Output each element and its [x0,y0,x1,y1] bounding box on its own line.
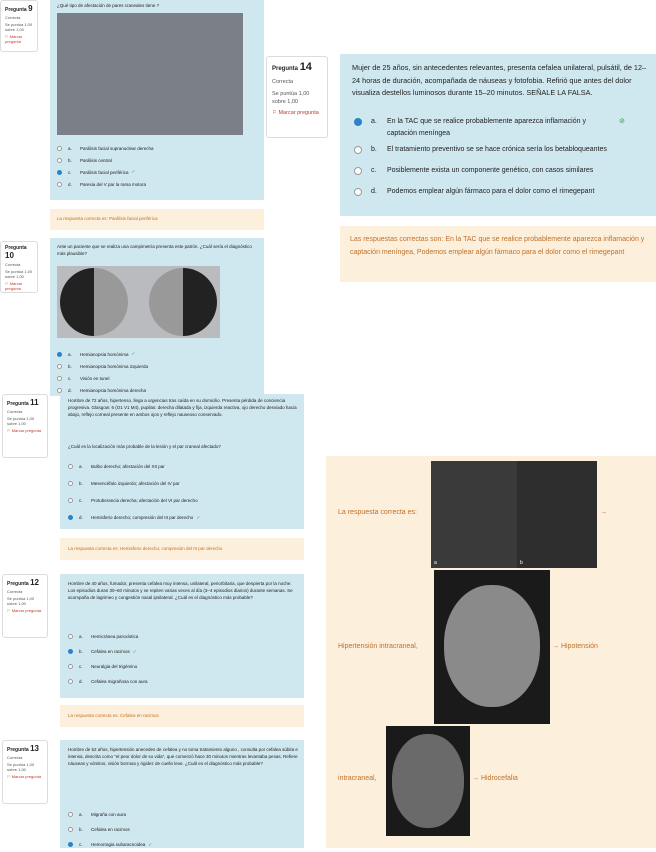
flag-icon: ⚐ [7,608,11,613]
flag-icon: ⚐ [7,774,11,779]
q12-question [60,574,304,698]
q9-info [0,0,38,52]
q12-option-a[interactable]: a. Hemicránea paroxística [68,629,148,644]
flag-icon: ⚐ [5,281,9,286]
q14-option-a[interactable]: a. En la TAC que se realice probablemente aparezca inflamación y captación meníngea ⊘ [354,116,650,140]
q10-question [50,238,264,396]
q10-text: Ante un paciente que se realiza una campimetría presenta este patrón. ¿Cuál sería el diagnóstico más plausible? [57,244,252,256]
flag-icon: ⚐ [5,34,9,39]
q14-option-b[interactable]: b. El tratamiento preventivo se se hace crónica sería los betabloqueantes [354,144,650,156]
q9-label: Pregunta [5,7,27,13]
q10-visual-field [57,266,220,338]
q9-option-a[interactable]: a. Parálisis facial supranuclear derecha [57,142,154,154]
q13-options [68,807,152,852]
answer-arrow-2: → Hipotensión [552,643,598,650]
q13-option-b[interactable]: b. Cefalea en racimos [68,822,152,837]
q13-question [60,740,304,848]
q14-info: Pregunta 14 Correcta Se puntúa 1,00 sobre 1,00 ⚐ Marcar pregunta [266,56,328,138]
q12-flag[interactable]: ⚐ Marcar pregunta [7,608,42,613]
q10-info: Pregunta 10 Correcta Se puntúa 1,00 sobre 1,00 ⚐ Marcar pregunta [0,241,38,293]
q12-option-b[interactable]: b. Cefalea en racimos ✓ [68,644,148,659]
q9-question [50,0,264,200]
answer-label-2: Hipertensión intracraneal, [338,643,418,650]
q13-text: Hombre de 52 años, hipertensión anecedes de cefalea y no toma tratamiento alguno , consulta por cefalea súbita e intensa, descrita como "el peor dolor de su vida", que comenzó hace 30 minutos mientras levantaba pesas. Refiere náuseas y vómitos, visión borrosa y rigidez de cuello leve. ¿Cuál es el diagnóstico más probable? [68,747,298,766]
q13-flag[interactable]: ⚐ Marcar pregunta [7,774,42,779]
q12-option-d[interactable]: d. Cefalea migrañosa con aura [68,674,148,689]
q12-feedback: La respuesta correcta es: Cefalea en racimos [60,705,304,727]
q14-question [340,54,656,216]
q10-option-d[interactable]: d. Hemianopsia homónima derecha [57,384,148,396]
q9-photo [57,13,243,135]
q13-info: Pregunta 13 Correcta Se puntúa 1,00 sobre 1,00 ⚐ Marcar pregunta [2,740,48,804]
q9-option-d[interactable]: d. Paresia del V par la rama motora [57,178,154,190]
q14-feedback: Las respuestas correctas son: En la TAC que se realice probablemente aparezca inflamación y captación meníngea, Podemos emplear algún fármaco para el dolor como el rimegepant [340,226,656,282]
q9-number: 9 [28,4,33,13]
q11-option-b[interactable]: b. Mesencéfalo izquierdo; afectación del IV par [68,475,200,492]
q9-status: Correcta [5,15,21,20]
q9-option-b[interactable]: b. Parálisis central [57,154,154,166]
q11-feedback: La respuesta correcta es: Hemisferio derecho; compresión del III par derecho [60,538,304,560]
check-icon: ✓ [196,514,201,520]
answer-arrow-1: → [600,509,607,516]
q11-text: Hombre de 72 años, hipertenso, llega a urgencias tras caída en su domicilio. Presenta pérdida de conciencia progresiva. Glasgow: 6 (O1 V1 M4), pupilas: derecha dilatada y fija, izquierda reactiva, ojo derecho desviado hacia abajo, reflejo corneal presente en ambos ojos y reflejo nauseoso conservado. [68,398,297,417]
q12-option-c[interactable]: c. Neuralgia del trigémino [68,659,148,674]
q9-option-c[interactable]: c. Parálisis facial periférica ✓ [57,166,154,178]
q11-option-a[interactable]: a. Bulbo derecho; afectación del XII par [68,458,200,475]
flag-icon: ⚐ [7,428,11,433]
check-icon: ✓ [131,351,136,356]
q13-option-a[interactable]: a. Migraña con aura [68,807,152,822]
mri-scan [434,570,550,724]
q11-option-c[interactable]: c. Protuberancia derecha; afectación del VI par derecho [68,492,200,509]
q11-info: Pregunta 11 Correcta Se puntúa 1,00 sobre 1,00 ⚐ Marcar pregunta [2,394,48,458]
q11-question-line: ¿Cuál es la localización más probable de la lesión y el par craneal afectado? [68,444,221,449]
right-eye-field [149,268,217,336]
ct-scan-b: b [517,461,597,568]
q11-options [68,458,200,526]
answer-label-1: La respuesta correcta es: [338,509,417,516]
q9-text: ¿Qué tipo de afectación de pares craneales tiene ? [57,3,160,8]
q12-info: Pregunta 12 Correcta Se puntúa 1,00 sobre 1,00 ⚐ Marcar pregunta [2,574,48,638]
q12-text: Hombre de 40 años, fumador, presenta cefalea muy intensa, unilateral, periorbitaria, que despierta por la noche. Los episodios duran 30–60 minutos y se repiten varias veces al día (3–4 episodios diarios) durante semanas. Se acompaña de lagrimeo y congestión nasal ipsilateral. ¿Cuál es el diagnóstico más probable? [68,581,293,600]
answer-arrow-3: → Hidrocefalia [472,775,518,782]
answer-label-3: intracraneal, [338,775,377,782]
check-circle-icon: ⊘ [619,118,625,125]
q10-option-a[interactable]: a. Hemianopsia homónima ✓ [57,348,148,360]
q14-options [354,116,650,198]
q9-options [57,142,154,190]
q10-options [57,348,148,396]
q9-feedback: La respuesta correcta es: Parálisis facial periférica [50,209,264,230]
q11-question [60,394,304,529]
q11-flag[interactable]: ⚐ Marcar pregunta [7,428,42,433]
q9-score: Se puntúa 1,00 sobre 1,00 [5,22,33,32]
q14-option-c[interactable]: c. Posiblemente exista un componente genético, con casos similares [354,165,650,177]
q12-options [68,629,148,689]
q11-option-d[interactable]: d. Hemisferio derecho; compresión del III par derecho ✓ [68,509,200,526]
q14-option-d[interactable]: d. Podemos emplear algún fármaco para el dolor como el rimegepant [354,186,650,198]
ct-scan-c [386,726,470,836]
q10-option-c[interactable]: c. Visión en tunel [57,372,148,384]
check-icon: ✓ [131,169,136,174]
flag-icon: ⚐ [272,110,277,116]
q13-option-c[interactable]: c. Hemorragia subaracnoidea ✓ [68,837,152,852]
q10-option-b[interactable]: b. Hemianopsia homónima izquierda [57,360,148,372]
q10-flag[interactable]: ⚐ Marcar pregunta [5,281,23,291]
q14-flag[interactable]: ⚐ Marcar pregunta [272,110,319,116]
answer-panel [326,456,656,848]
ct-scan-a: a [431,461,517,568]
q14-text: Mujer de 25 años, sin antecedentes relevantes, presenta cefalea unilateral, pulsátil, de 12–24 horas de duración, acompañada de náuseas y fotofobia. Refirió que antes del dolor visualiza destellos luminosos durante 15–20 minutos. SEÑALE LA FALSA. [352,63,647,97]
q9-flag[interactable]: ⚐ Marcar pregunta [5,34,23,44]
left-eye-field [60,268,128,336]
check-icon: ✓ [132,648,137,654]
check-icon: ✓ [148,841,153,847]
